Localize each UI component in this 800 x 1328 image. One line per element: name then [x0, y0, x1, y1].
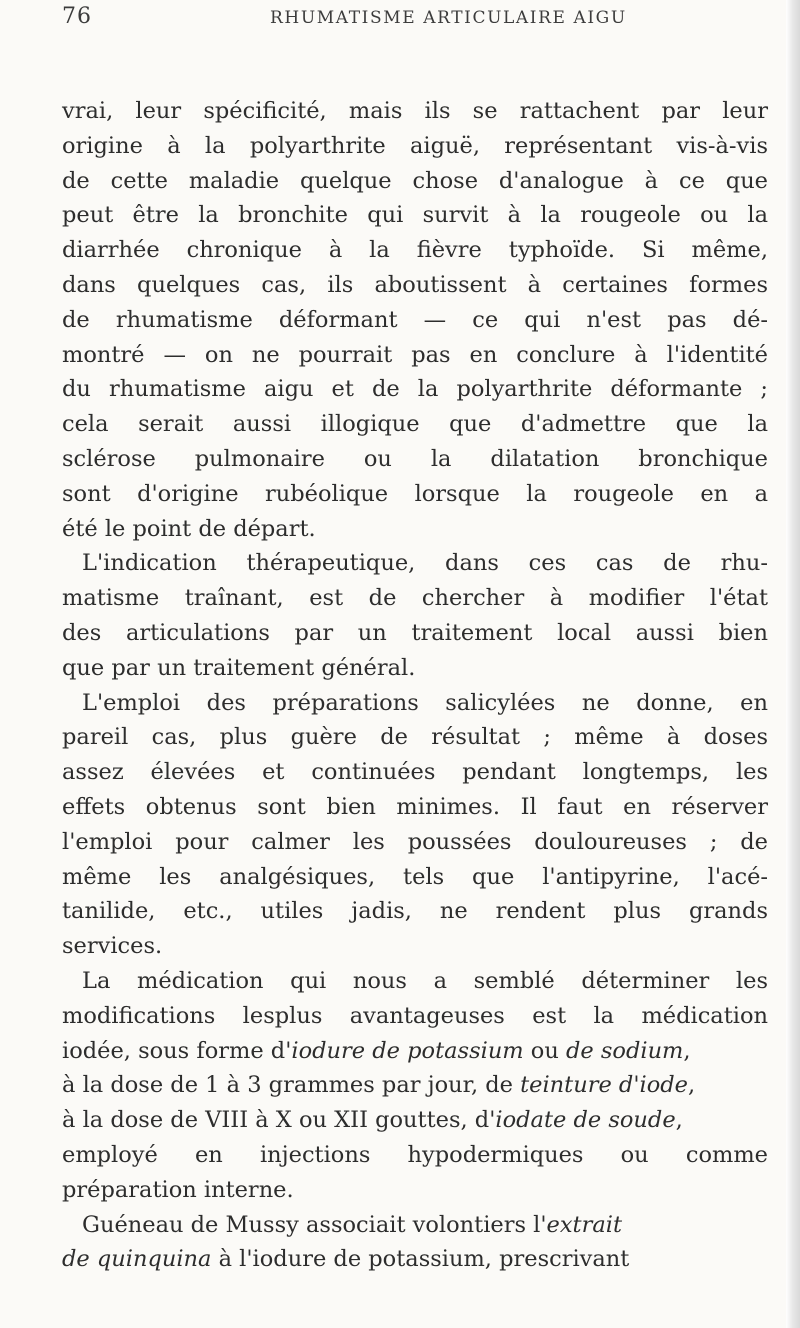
text-run: VIII à X ou XII gouttes, d'	[205, 1107, 496, 1134]
text-line: vrai, leur spécificité, mais ils se rattachent par leur	[62, 98, 768, 124]
text-run: ,	[687, 1072, 696, 1099]
text-line: même les analgésiques, tels que l'antipyrine, l'acé-	[62, 863, 768, 890]
text-line: que par un traitement général.	[62, 654, 416, 681]
text-line: employé en injections hypodermiques ou comme	[62, 1141, 768, 1168]
paragraph-first-line: La médication qui nous a semblé déterminer les	[82, 967, 768, 994]
text-line: de cette maladie quelque chose d'analogue à ce que	[62, 167, 768, 194]
text-line: services.	[62, 933, 163, 960]
text-line: dans quelques cas, ils aboutissent à certaines formes	[62, 271, 768, 298]
text-line: pareil cas, plus guère de résultat ; même à doses	[62, 724, 768, 751]
text-line: sclérose pulmonaire ou la dilatation bronchique	[62, 445, 768, 472]
running-head-title: RHUMATISME ARTICULAIRE AIGU	[270, 8, 627, 28]
text-run: ,	[683, 1037, 691, 1064]
text-line-mixed	[62, 1103, 768, 1138]
running-head	[62, 2, 762, 36]
paragraph-first-line: L'indication thérapeutique, dans ces cas de rhu-	[82, 550, 768, 577]
text-run: ou	[523, 1037, 566, 1064]
page-number: 76	[62, 4, 92, 29]
italic-term: teinture d'iode	[520, 1072, 688, 1099]
text-run: Guéneau de Mussy associait volontiers l'	[82, 1211, 547, 1238]
text-line: des articulations par un traitement local aussi bien	[62, 619, 768, 646]
text-run: iodée, sous forme d'	[62, 1037, 292, 1064]
page-edge-shadow	[786, 0, 800, 1328]
text-line: tanilide, etc., utiles jadis, ne rendent plus grands	[62, 898, 768, 925]
text-line: sont d'origine rubéolique lorsque la rougeole en a	[62, 480, 768, 507]
italic-term: extrait	[546, 1211, 623, 1238]
body-text	[62, 94, 768, 1277]
text-run: à la dose de	[62, 1107, 206, 1134]
text-line-mixed	[62, 1242, 768, 1277]
text-line-mixed	[62, 1034, 768, 1069]
text-line: préparation interne.	[62, 1176, 294, 1203]
text-line: matisme traînant, est de chercher à modifier l'état	[62, 585, 768, 612]
text-line: cela serait aussi illogique que d'admettre que la	[62, 411, 768, 438]
text-line: assez élevées et continuées pendant longtemps, les	[62, 759, 768, 786]
text-line: peut être la bronchite qui survit à la rougeole ou la	[62, 202, 768, 229]
text-line: effets obtenus sont bien minimes. Il faut en réserver	[62, 793, 768, 820]
text-line: de rhumatisme déformant — ce qui n'est pas dé-	[62, 306, 768, 333]
text-run: à la dose de 1 à 3 grammes par jour, de	[62, 1072, 521, 1099]
text-line: modifications lesplus avantageuses est la médication	[62, 1002, 768, 1029]
text-line: été le point de départ.	[62, 515, 316, 542]
text-line: origine à la polyarthrite aiguë, représentant vis-à-vis	[62, 132, 768, 159]
text-line: du rhumatisme aigu et de la polyarthrite déformante ;	[62, 376, 768, 403]
text-run: ,	[675, 1107, 683, 1134]
text-line-mixed	[62, 1068, 768, 1103]
italic-term: de quinquina	[62, 1246, 212, 1273]
text-line: diarrhée chronique à la fièvre typhoïde. Si même,	[62, 237, 768, 264]
paragraph-first-line: L'emploi des préparations salicylées ne donne, en	[82, 689, 768, 716]
text-line: montré — on ne pourrait pas en conclure à l'identité	[62, 341, 768, 368]
paragraph-first-line-mixed	[62, 1208, 768, 1243]
italic-term: de sodium	[566, 1037, 684, 1064]
text-line: l'emploi pour calmer les poussées douloureuses ; de	[62, 828, 768, 855]
italic-term: iodure de potassium	[291, 1037, 524, 1064]
italic-term: iodate de soude	[495, 1107, 676, 1134]
text-run: à l'iodure de potassium, prescrivant	[211, 1246, 630, 1273]
